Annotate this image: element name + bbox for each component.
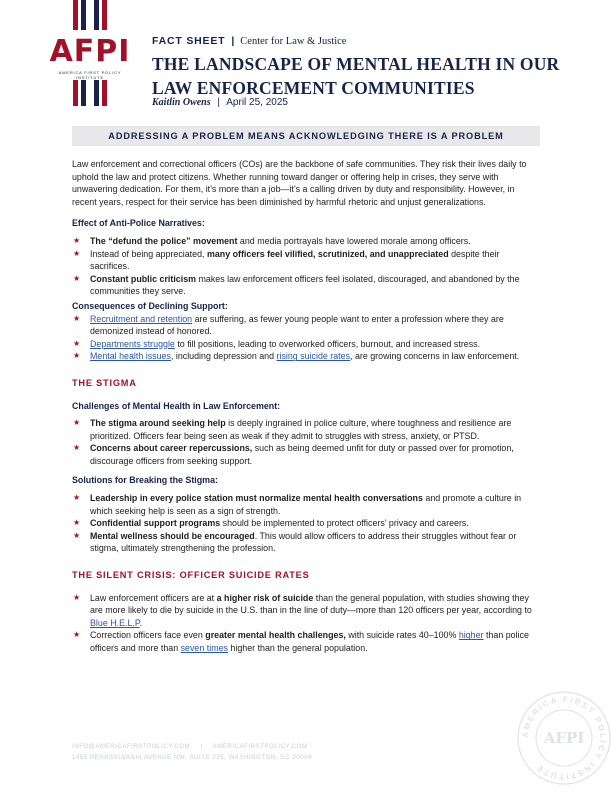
- star-bullet-icon: ★: [73, 592, 81, 602]
- text: and promote a culture in which seeking help is seen as a sign of strength.: [90, 493, 522, 516]
- solutions-heading: Solutions for Breaking the Stigma:: [72, 475, 218, 486]
- list-item: [72, 338, 540, 351]
- fact-sheet-label: FACT SHEET: [152, 35, 226, 47]
- list-item: [72, 629, 540, 654]
- effect-heading: Effect of Anti-Police Narratives:: [72, 218, 205, 229]
- text: than police officers and more than: [90, 630, 529, 653]
- text: to fill positions, leading to overworked officers, burnout, and increased stress.: [174, 338, 481, 349]
- star-bullet-icon: ★: [73, 351, 81, 361]
- challenges-list: [72, 417, 540, 467]
- main-content: [72, 158, 540, 655]
- page-title: [152, 52, 572, 100]
- crisis-list: [72, 592, 540, 655]
- stigma-section-title: THE STIGMA: [72, 377, 137, 388]
- bold-text: The “defund the police” movement: [90, 235, 238, 246]
- logo-wordmark: AFPI: [49, 34, 131, 69]
- text: higher than the general population.: [227, 643, 368, 653]
- footer-address: 1455 PENNSYLVANIA AVENUE NW, SUITE 225, WASHINGTON, DC 20004: [72, 755, 313, 761]
- publish-date: April 25, 2025: [226, 97, 288, 108]
- text: , including depression and: [170, 351, 277, 362]
- list-item: [72, 273, 540, 298]
- star-bullet-icon: ★: [73, 518, 81, 528]
- text: should be implemented to protect officers’ privacy and careers.: [220, 518, 469, 529]
- list-item: [72, 530, 540, 555]
- header-separator: |: [231, 35, 235, 47]
- effect-list: [72, 235, 540, 298]
- text: than the general population, with studies showing they are more likely to die by suicide in the U.S. than in the line of duty—more than 120 officers per year, according to: [90, 592, 532, 616]
- text: despite their sacrifices.: [90, 248, 500, 272]
- blue-help-link[interactable]: Blue H.E.L.P: [90, 617, 140, 628]
- byline-separator: |: [217, 97, 221, 108]
- list-item: [72, 350, 540, 363]
- footer-website[interactable]: AMERICAFIRSTPOLICY.COM: [212, 744, 308, 750]
- seal-ring-text: AMERICA FIRST POLICY INSTITUTE: [520, 694, 608, 782]
- star-bullet-icon: ★: [73, 273, 81, 283]
- byline: [152, 97, 288, 108]
- star-bullet-icon: ★: [73, 338, 81, 348]
- logo-subtitle: AMERICA FIRST POLICY INSTITUTE: [58, 70, 122, 80]
- bold-text: The stigma around seeking help: [90, 418, 226, 429]
- challenges-heading: Challenges of Mental Health in Law Enforcement:: [72, 400, 281, 411]
- text: Law enforcement officers are at: [90, 592, 217, 603]
- section-banner: ADDRESSING A PROBLEM MEANS ACKNOWLEDGING THERE IS A PROBLEM: [72, 126, 540, 146]
- mental-health-link[interactable]: Mental health issues: [90, 351, 171, 362]
- star-bullet-icon: ★: [73, 530, 81, 540]
- text: Instead of being appreciated,: [90, 248, 207, 259]
- star-bullet-icon: ★: [73, 630, 81, 640]
- bold-text: Confidential support programs: [90, 518, 221, 529]
- text: and media portrayals have lowered morale among officers.: [237, 235, 471, 246]
- list-item: [72, 492, 540, 517]
- star-bullet-icon: ★: [73, 313, 81, 323]
- afpi-logo: [44, 0, 136, 108]
- star-bullet-icon: ★: [73, 443, 81, 453]
- crisis-section-title: THE SILENT CRISIS: OFFICER SUICIDE RATES: [72, 570, 310, 581]
- list-item: [72, 517, 540, 530]
- star-bullet-icon: ★: [73, 418, 81, 428]
- footer: [72, 742, 312, 764]
- star-bullet-icon: ★: [73, 493, 81, 503]
- higher-link[interactable]: higher: [458, 630, 484, 641]
- bold-text: many officers feel vilified, scrutinized, and unappreciated: [206, 248, 449, 259]
- footer-separator: |: [200, 744, 203, 750]
- title-line-2: LAW ENFORCEMENT COMMUNITIES: [152, 78, 475, 98]
- text: is deeply ingrained in police culture, where toughness and resilience are prioritized. Officers fear being seen as weak if they admit to struggles with stress, anxiety, or PTSD.: [90, 418, 512, 441]
- list-item: [72, 235, 540, 248]
- author-name: Kaitlin Owens: [152, 97, 211, 108]
- list-item: [72, 442, 540, 467]
- seven-times-link[interactable]: seven times: [180, 643, 228, 653]
- text: Correction officers face even: [90, 630, 206, 641]
- star-bullet-icon: ★: [73, 235, 81, 245]
- consequences-list: [72, 313, 540, 363]
- solutions-list: [72, 492, 540, 555]
- intro-paragraph: Law enforcement and correctional officers (COs) are the backbone of safe communities. They risk their lives daily to uphold the law and protect citizens. Whether running toward danger or offering help in crises, they serve with unwavering dedication. For them, it’s more than a job—it’s a calling driven by duty and responsibility. However, in recent years, respect for their service has been diminished by harmful rhetoric and unjust generalizations.: [72, 159, 527, 207]
- center-name: Center for Law & Justice: [240, 36, 347, 47]
- title-line-1: THE LANDSCAPE OF MENTAL HEALTH IN OUR: [152, 54, 560, 74]
- text: , are growing concerns in law enforcement.: [350, 351, 520, 362]
- bold-text: a higher risk of suicide: [216, 592, 314, 603]
- suicide-rates-link[interactable]: rising suicide rates: [276, 351, 351, 362]
- star-bullet-icon: ★: [73, 248, 81, 258]
- bold-text: Concerns about career repercussions,: [90, 443, 253, 454]
- departments-link[interactable]: Departments struggle: [90, 338, 175, 349]
- afpi-seal-icon: [516, 690, 612, 786]
- text: . This would allow officers to address their struggles without fear or stigma, ultimately strengthening the profession.: [90, 530, 517, 554]
- text: are suffering, as fewer young people want to enter a profession where they are demonized instead of honored.: [90, 313, 504, 337]
- consequences-heading: Consequences of Declining Support:: [72, 300, 228, 311]
- bold-text: greater mental health challenges,: [205, 630, 346, 641]
- recruitment-link[interactable]: Recruitment and retention: [90, 313, 193, 324]
- bold-text: Constant public criticism: [90, 273, 197, 284]
- text: such as being deemed unfit for duty or passed over for promotion, discourage officers from seeking support.: [90, 443, 514, 466]
- header-top-line: [152, 35, 346, 47]
- list-item: [72, 417, 540, 442]
- list-item: [72, 248, 540, 273]
- bold-text: Leadership in every police station must normalize mental health conversations: [90, 493, 423, 504]
- bold-text: Mental wellness should be encouraged: [90, 530, 255, 541]
- seal-center-text: AFPI: [543, 729, 585, 747]
- text: .: [139, 617, 143, 628]
- text: makes law enforcement officers feel isolated, discouraged, and abandoned by the communities they serve.: [90, 273, 520, 297]
- list-item: [72, 592, 540, 630]
- footer-email[interactable]: INFO@AMERICAFIRSTPOLICY.COM: [72, 744, 191, 750]
- list-item: [72, 313, 540, 338]
- text: with suicide rates 40–100%: [345, 630, 459, 641]
